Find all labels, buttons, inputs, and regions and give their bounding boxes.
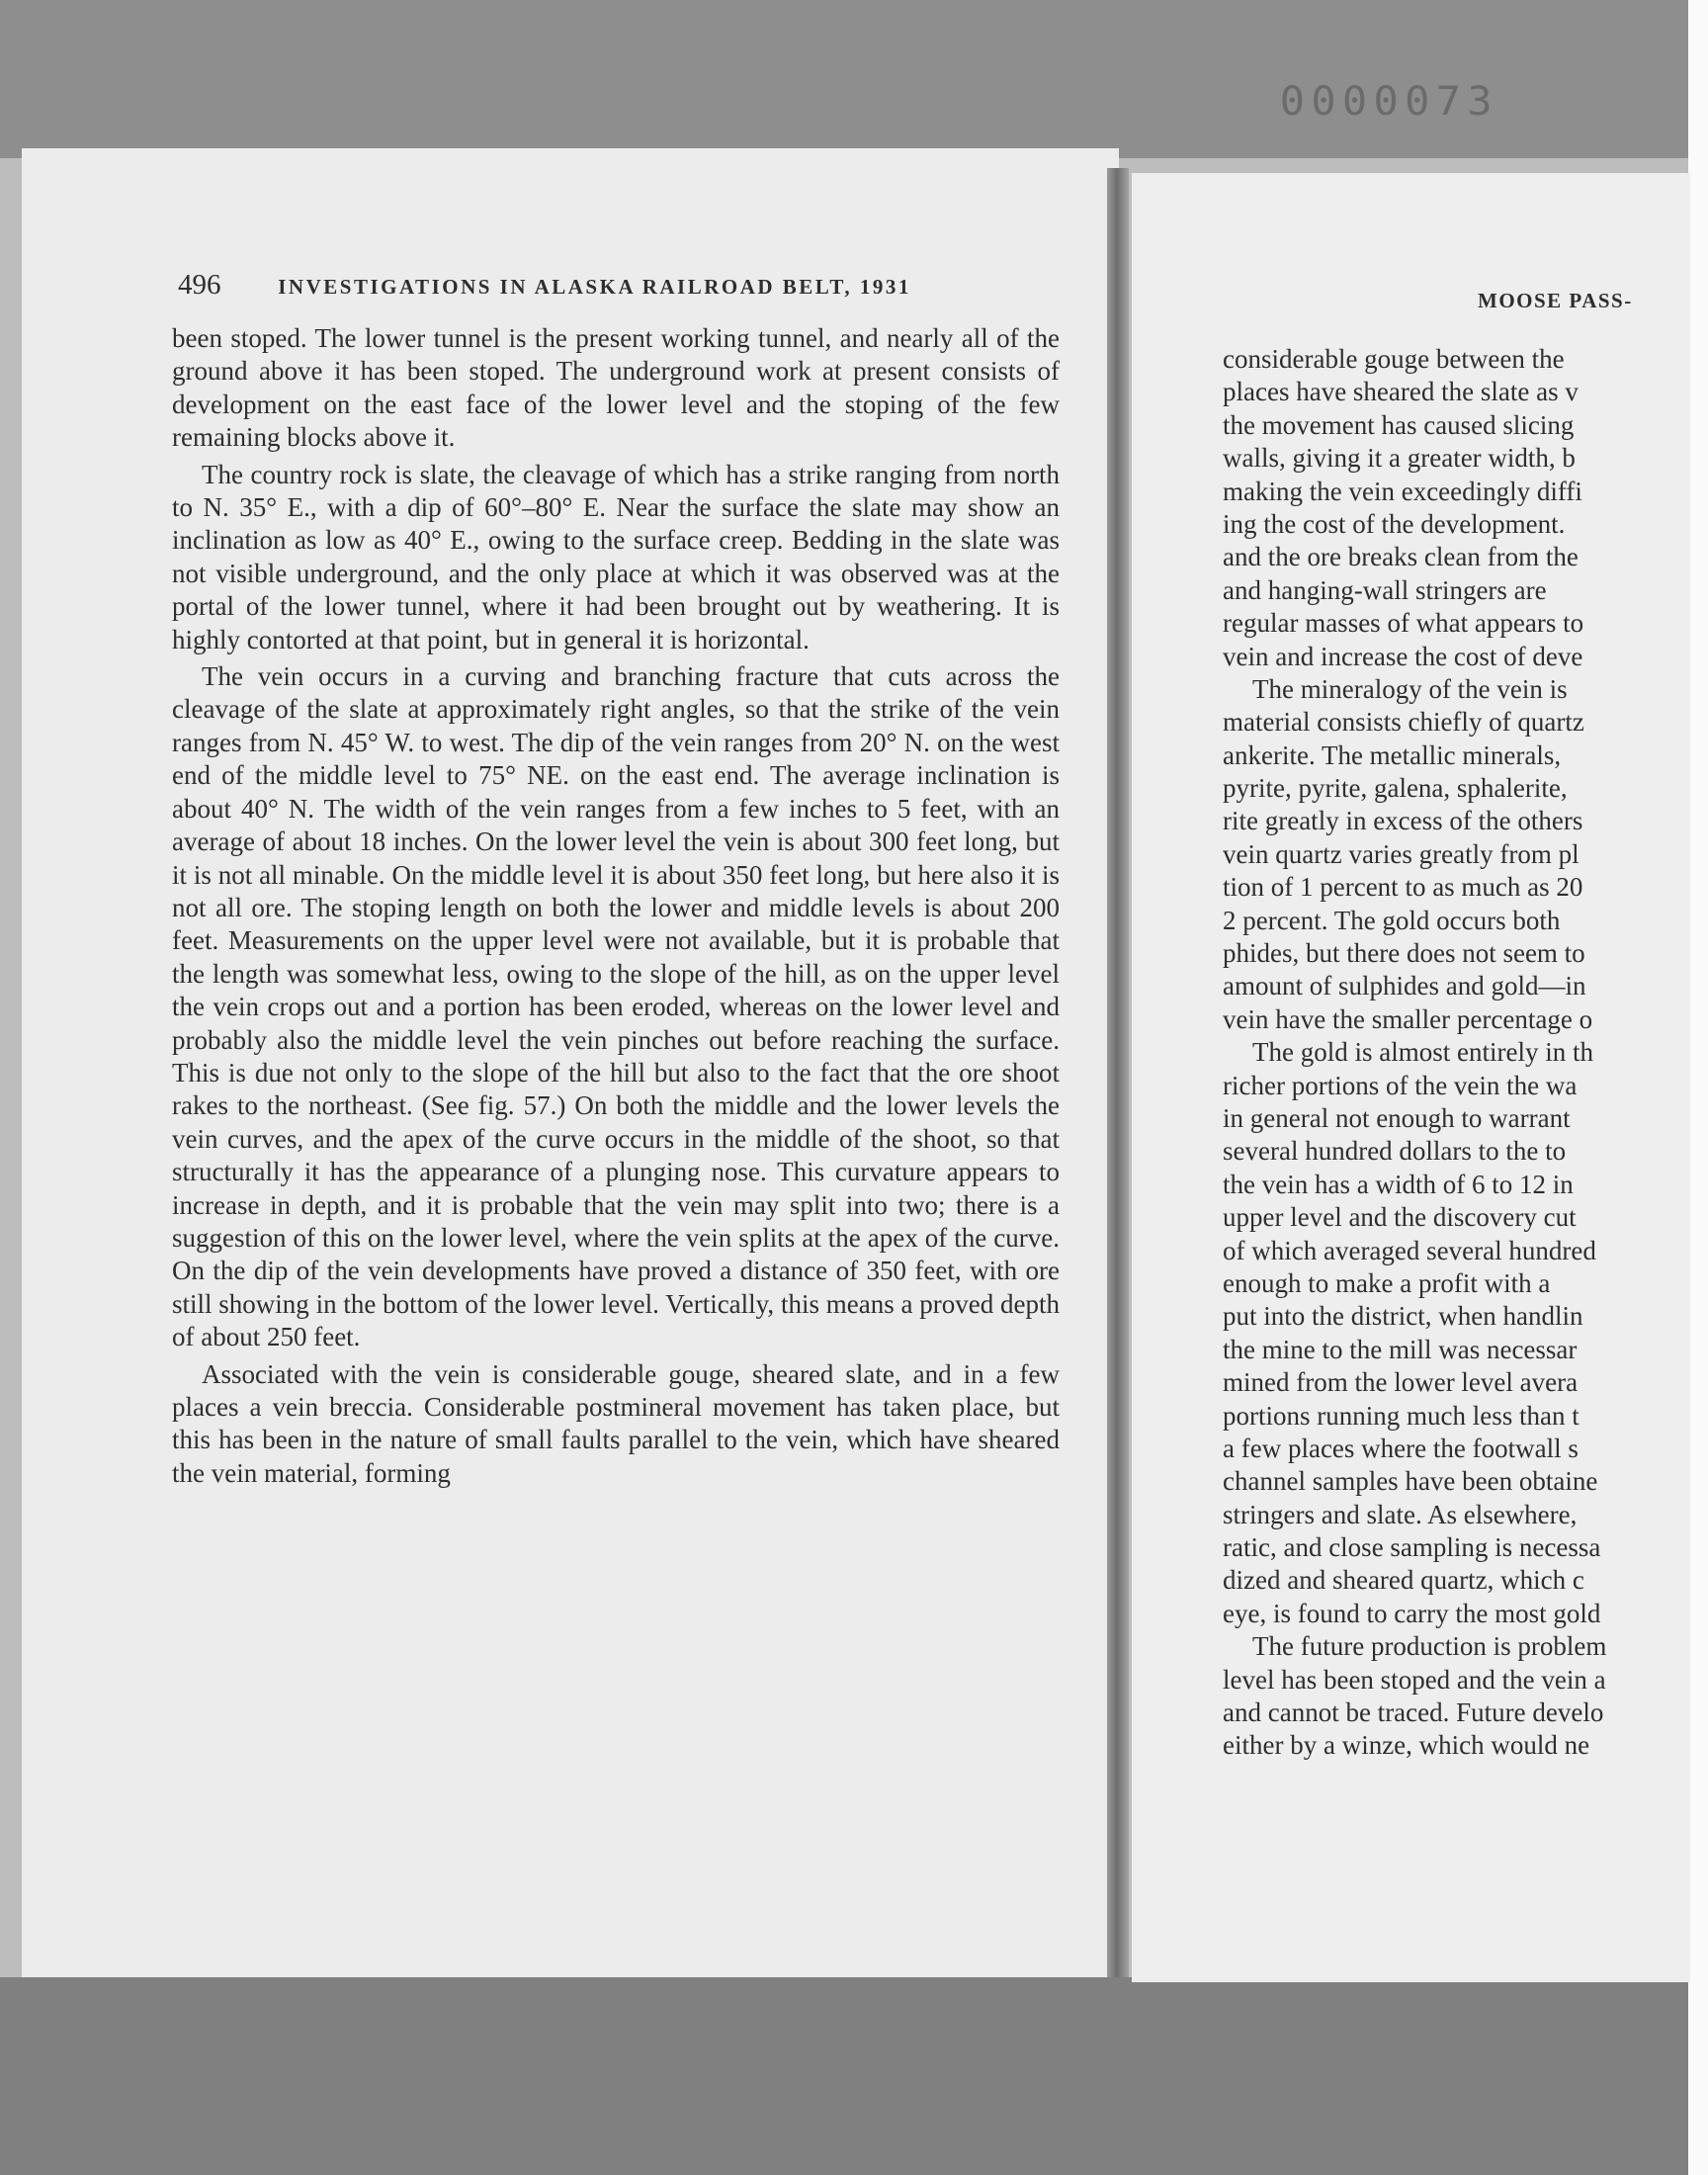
text-line: either by a winze, which would ne xyxy=(1223,1730,1590,1761)
text-line: ratic, and close sampling is necessa xyxy=(1223,1532,1601,1563)
text-line: amount of sulphides and gold—in xyxy=(1223,971,1586,1001)
text-line: enough to make a profit with a xyxy=(1223,1267,1551,1298)
paragraph: Associated with the vein is considerable gouge, sheared slate, and in a few places a vein breccia. Considerable postmineral movement has taken place, but this has been in the nature of small faults parallel to the vein, which have sheared the vein material, forming xyxy=(172,1358,1060,1488)
text-line: of which averaged several hundred xyxy=(1223,1235,1596,1265)
text-line: and hanging-wall stringers are xyxy=(1223,574,1547,605)
left-text-column xyxy=(172,322,1060,1494)
right-text-column xyxy=(1223,343,1690,1763)
text-line: pyrite, pyrite, galena, sphalerite, xyxy=(1223,773,1568,804)
text-line: several hundred dollars to the to xyxy=(1223,1136,1567,1167)
text-line: regular masses of what appears to xyxy=(1223,608,1584,639)
text-line: ing the cost of the development. xyxy=(1223,508,1566,539)
text-line: places have sheared the slate as v xyxy=(1223,377,1579,407)
text-line: a few places where the footwall s xyxy=(1223,1433,1579,1463)
text-line: and the ore breaks clean from the xyxy=(1223,542,1579,572)
text-line: the movement has caused slicing xyxy=(1223,409,1575,440)
text-line: material consists chiefly of quartz xyxy=(1223,707,1584,738)
text-line: upper level and the discovery cut xyxy=(1223,1202,1577,1233)
text-line: stringers and slate. As elsewhere, xyxy=(1223,1499,1578,1529)
text-line: rite greatly in excess of the others xyxy=(1223,806,1583,836)
text-line: ankerite. The metallic minerals, xyxy=(1223,740,1562,770)
text-line: making the vein exceedingly diffi xyxy=(1223,476,1582,506)
text-line: considerable gouge between the xyxy=(1223,344,1565,374)
scan-stamp: 0000073 xyxy=(1279,79,1498,125)
text-line: put into the district, when handlin xyxy=(1223,1301,1583,1332)
text-line: in general not enough to warrant xyxy=(1223,1102,1571,1133)
book-gutter xyxy=(1107,168,1129,1977)
text-line: dized and sheared quartz, which c xyxy=(1223,1565,1584,1596)
paragraph: The vein occurs in a curving and branching fracture that cuts across the cleavage of the slate at approximately right angles, so that the strike of the vein ranges from N. 45° W. to west. The dip of the vein ranges from 20° N. on the west end of the middle level to 75° NE. on the east end. The average inclination is about 40° N. The width of the vein ranges from a few inches to 5 feet, with an average of about 18 inches. On the lower level the vein is about 300 feet long, but it is not all minable. On the middle level it is about 350 feet long, but here also it is not all ore. The stoping length on both the lower and middle levels is about 200 feet. Measurements on the upper level were not available, but it is probable that the length was somewhat less, owing to the slope of the hill, as on the upper level the vein crops out and a portion has been eroded, whereas on the lower level and probably also the middle level the vein pinches out before reaching the surface. This is due not only to the slope of the hill but also to the fact that the ore shoot rakes to the northeast. (See fig. 57.) On both the middle and the lower levels the vein curves, and the apex of the curve occurs in the middle of the shoot, so that structurally it has the appearance of a plunging nose. This curvature appears to increase in depth, and it is probable that the vein may split into two; there is a suggestion of this on the lower level, where the vein splits at the apex of the curve. On the dip of the vein developments have proved a distance of 350 feet, with ore still showing in the bottom of the lower level. Vertically, this means a proved depth of about 250 feet. xyxy=(172,661,1060,1352)
paragraph: The country rock is slate, the cleavage of which has a strike ranging from north to N. 35° E., with a dip of 60°–80° E. Near the surface the slate may show an inclination as low as 40° E., owing to the surface creep. Bedding in the slate was not visible underground, and the only place at which it was observed was at the portal of the lower tunnel, where it had been brought out by weathering. It is highly contorted at that point, but in general it is horizontal. xyxy=(172,459,1060,654)
text-line: and cannot be traced. Future develo xyxy=(1223,1697,1604,1728)
text-line: walls, giving it a greater width, b xyxy=(1223,443,1576,474)
text-line: tion of 1 percent to as much as 20 xyxy=(1223,872,1583,903)
text-line: eye, is found to carry the most gold xyxy=(1223,1598,1601,1628)
text-line: The future production is problem xyxy=(1252,1631,1607,1662)
text-line: channel samples have been obtaine xyxy=(1223,1466,1598,1497)
running-head-title: INVESTIGATIONS IN ALASKA RAILROAD BELT, 1931 xyxy=(278,275,911,299)
text-line: 2 percent. The gold occurs both xyxy=(1223,905,1561,935)
text-line: level has been stoped and the vein a xyxy=(1223,1664,1606,1695)
text-line: The gold is almost entirely in th xyxy=(1252,1037,1593,1068)
text-line: richer portions of the vein the wa xyxy=(1223,1070,1578,1100)
text-line: vein have the smaller percentage o xyxy=(1223,1003,1593,1034)
text-line: the mine to the mill was necessar xyxy=(1223,1334,1578,1364)
paragraph: been stoped. The lower tunnel is the present working tunnel, and nearly all of the ground above it has been stoped. The underground work at present consists of development on the east face of the lower level and the stoping of the few remaining blocks above it. xyxy=(172,323,1060,453)
text-line: The mineralogy of the vein is xyxy=(1252,673,1568,704)
scan-right-edge xyxy=(1688,0,1708,2175)
left-running-head xyxy=(178,269,969,308)
right-running-head: MOOSE PASS- xyxy=(1478,289,1633,312)
text-line: the vein has a width of 6 to 12 in xyxy=(1223,1169,1574,1199)
page-number: 496 xyxy=(178,269,221,301)
text-line: portions running much less than t xyxy=(1223,1400,1580,1431)
right-page xyxy=(1132,173,1690,1982)
text-line: vein and increase the cost of deve xyxy=(1223,641,1583,671)
text-line: mined from the lower level avera xyxy=(1223,1367,1579,1398)
text-line: vein quartz varies greatly from pl xyxy=(1223,838,1580,869)
text-line: phides, but there does not seem to xyxy=(1223,938,1585,969)
scan-bottom-band xyxy=(0,1977,1708,2175)
